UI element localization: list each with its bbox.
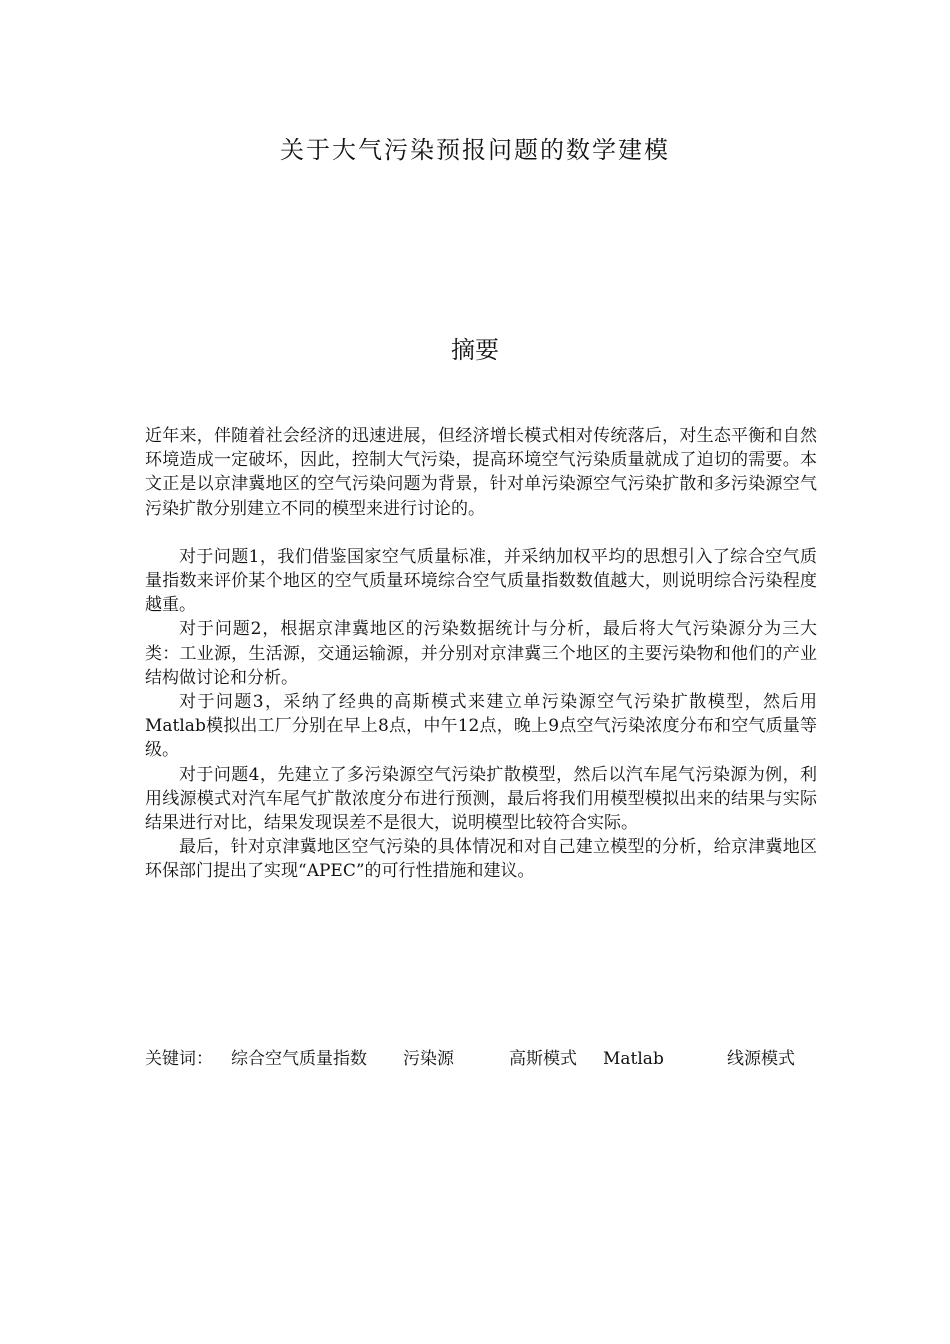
keyword-item: 高斯模式 [509, 1049, 577, 1069]
abstract-heading: 摘要 [451, 336, 499, 364]
keyword-item: 线源模式 [727, 1049, 795, 1069]
abstract-intro-paragraph: 近年来，伴随着社会经济的迅速进展，但经济增长模式相对传统落后，对生态平衡和自然环境造成一定破坏，因此，控制大气污染，提高环境空气污染质量就成了迫切的需要。本文正是以京津冀地区的空气污染问题为背景，针对单污染源空气污染扩散和多污染源空气污染扩散分别建立不同的模型来进行讨论的。 [145, 426, 817, 519]
keyword-item: 综合空气质量指数 [231, 1049, 367, 1069]
keywords-line [145, 1046, 825, 1072]
abstract-paragraph-q1: 对于问题1，我们借鉴国家空气质量标准，并采纳加权平均的思想引入了综合空气质量指数来评价某个地区的空气质量环境综合空气质量指数数值越大，则说明综合污染程度越重。 [145, 546, 817, 616]
keywords-label: 关键词： [145, 1049, 213, 1069]
abstract-paragraph-conclusion: 最后，针对京津冀地区空气污染的具体情况和对自己建立模型的分析，给京津冀地区环保部门提出了实现“APEC”的可行性措施和建议。 [145, 837, 817, 882]
abstract-paragraph-q2: 对于问题2，根据京津冀地区的污染数据统计与分析，最后将大气污染源分为三大类：工业源，生活源，交通运输源，并分别对京津冀三个地区的主要污染物和他们的产业结构做讨论和分析。 [145, 619, 817, 688]
keyword-item: Matlab [603, 1049, 664, 1069]
abstract-paragraph-q4: 对于问题4，先建立了多污染源空气污染扩散模型，然后以汽车尾气污染源为例，利用线源模式对汽车尾气扩散浓度分布进行预测，最后将我们用模型模拟出来的结果与实际结果进行对比，结果发现误差不是很大，说明模型比较符合实际。 [145, 764, 817, 834]
keyword-item: 污染源 [403, 1049, 454, 1069]
abstract-paragraph-q3: 对于问题3，采纳了经典的高斯模式来建立单污染源空气污染扩散模型，然后用Matlab模拟出工厂分别在早上8点，中午12点，晚上9点空气污染浓度分布和空气质量等级。 [145, 692, 817, 761]
abstract-body [145, 424, 817, 884]
document-title: 关于大气污染预报问题的数学建模 [280, 136, 670, 164]
